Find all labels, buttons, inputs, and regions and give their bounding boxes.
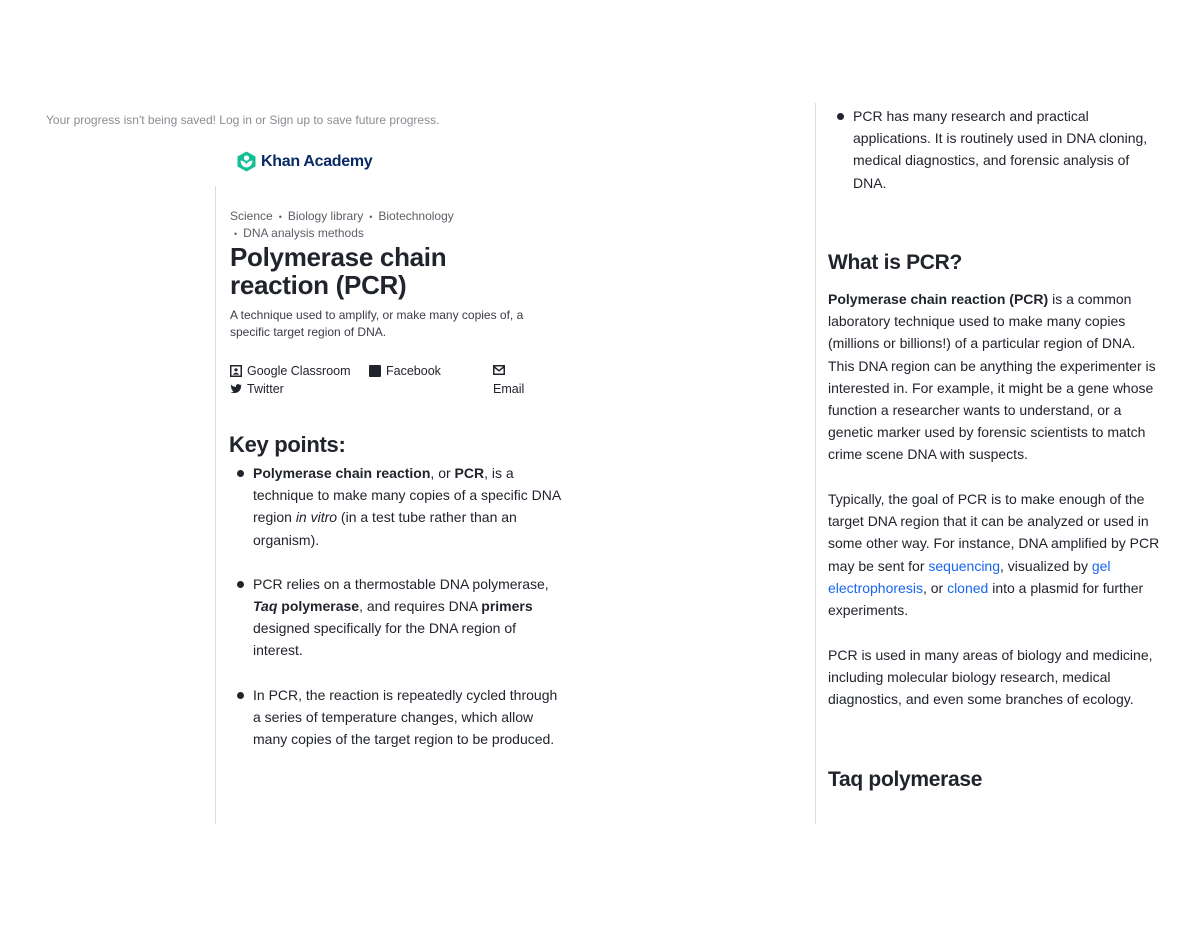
text-span: is a common laboratory technique used to make many copies (millions or billions!) of a particular region of DNA. This DNA region can be anything the experimenter is interested in. For example, it might be a gene whose function a researcher wants to understand, or a genetic marker used by forensic scientists to match crime scene DNA with suspects.	[828, 291, 1156, 463]
what-is-pcr-paragraph-2	[828, 488, 1160, 621]
breadcrumb-dna-analysis-methods[interactable]: DNA analysis methods	[243, 226, 364, 240]
key-point-3	[229, 684, 561, 751]
what-is-pcr-paragraph-3: PCR is used in many areas of biology and medicine, including molecular biology research, medical diagnostics, and even some branches of ecology.	[828, 647, 1153, 708]
text-span: into a plasmid for further experiments.	[828, 579, 1144, 619]
key-point-1	[229, 462, 561, 551]
text-span: Typically, the goal of PCR is to make enough of the target DNA region that it can be analyzed or used in some other way. For instance, DNA amplified by PCR may be sent for	[828, 491, 1160, 574]
text-span: (in a test tube rather than an organism).	[253, 509, 517, 548]
email-label: Email	[493, 382, 525, 396]
key-point-2	[229, 573, 561, 662]
text-bold-italic: Taq	[253, 598, 278, 615]
google-classroom-label: Google Classroom	[247, 364, 351, 378]
text-span: , visualized by	[1000, 557, 1092, 574]
breadcrumb-biotechnology[interactable]: Biotechnology	[378, 209, 454, 223]
page-title-line-2: reaction (PCR)	[230, 270, 407, 300]
cloned-link[interactable]: cloned	[947, 579, 989, 596]
article-subtitle: A technique used to amplify, or make many copies of, a specific target region of DNA.	[230, 308, 524, 339]
text-span: , and requires DNA	[359, 598, 482, 615]
logo-text: Khan Academy	[261, 152, 373, 170]
text-span: designed specifically for the DNA region of interest.	[253, 620, 517, 659]
facebook-icon	[369, 365, 381, 377]
breadcrumb-separator-icon: •	[369, 212, 373, 222]
text-span: , or	[430, 465, 455, 481]
breadcrumb-science[interactable]: Science	[230, 209, 273, 223]
twitter-label: Twitter	[247, 382, 284, 396]
text-bold: PCR	[454, 465, 485, 481]
text-span: , is a technique to make many copies of a specific DNA region	[253, 465, 561, 526]
google-classroom-icon	[230, 365, 242, 377]
email-share-icon-button[interactable]	[493, 364, 505, 376]
what-is-pcr-paragraph-1	[828, 288, 1160, 466]
google-classroom-share-button[interactable]	[230, 364, 351, 378]
email-icon	[493, 364, 505, 376]
text-span: , or	[922, 579, 948, 596]
twitter-share-button[interactable]	[230, 382, 284, 396]
left-column-divider	[215, 186, 216, 824]
facebook-label: Facebook	[386, 364, 441, 378]
key-points-continued-list	[829, 105, 1161, 194]
page-title	[230, 243, 446, 299]
text-bold: polymerase	[277, 598, 360, 615]
key-points-heading: Key points:	[229, 432, 346, 457]
text-span: In PCR, the reaction is repeatedly cycled through a series of temperature changes, which allow many copies of the target region to be produced.	[253, 686, 558, 748]
key-points-list	[229, 462, 561, 750]
sequencing-link[interactable]: sequencing	[928, 557, 1001, 574]
right-column-divider	[815, 103, 816, 824]
what-is-pcr-heading: What is PCR?	[828, 251, 963, 274]
breadcrumb-biology-library[interactable]: Biology library	[287, 209, 364, 223]
progress-banner: Your progress isn't being saved! Log in or Sign up to save future progress.	[46, 113, 440, 127]
twitter-icon	[230, 383, 242, 395]
text-bold: Polymerase chain reaction	[253, 465, 431, 481]
breadcrumb-separator-icon: •	[278, 212, 282, 222]
breadcrumb-separator-icon: •	[234, 229, 238, 239]
email-share-button[interactable]	[493, 382, 524, 396]
text-span: PCR relies on a thermostable DNA polymerase,	[253, 575, 549, 592]
taq-polymerase-heading: Taq polymerase	[828, 768, 983, 791]
khan-academy-logo[interactable]	[236, 151, 372, 172]
text-bold: primers	[481, 598, 533, 615]
key-point-4: PCR has many research and practical applications. It is routinely used in DNA cloning, medical diagnostics, and forensic analysis of DNA.	[829, 105, 1161, 194]
gel-electrophoresis-link[interactable]: gel electrophoresis	[828, 557, 1111, 596]
text-bold: Polymerase chain reaction (PCR)	[828, 291, 1049, 307]
text-italic: in vitro	[295, 509, 338, 526]
khan-academy-leaf-icon	[236, 151, 257, 172]
facebook-share-button[interactable]	[369, 364, 441, 378]
breadcrumb	[230, 208, 530, 242]
page-title-line-1: Polymerase chain	[230, 242, 447, 272]
